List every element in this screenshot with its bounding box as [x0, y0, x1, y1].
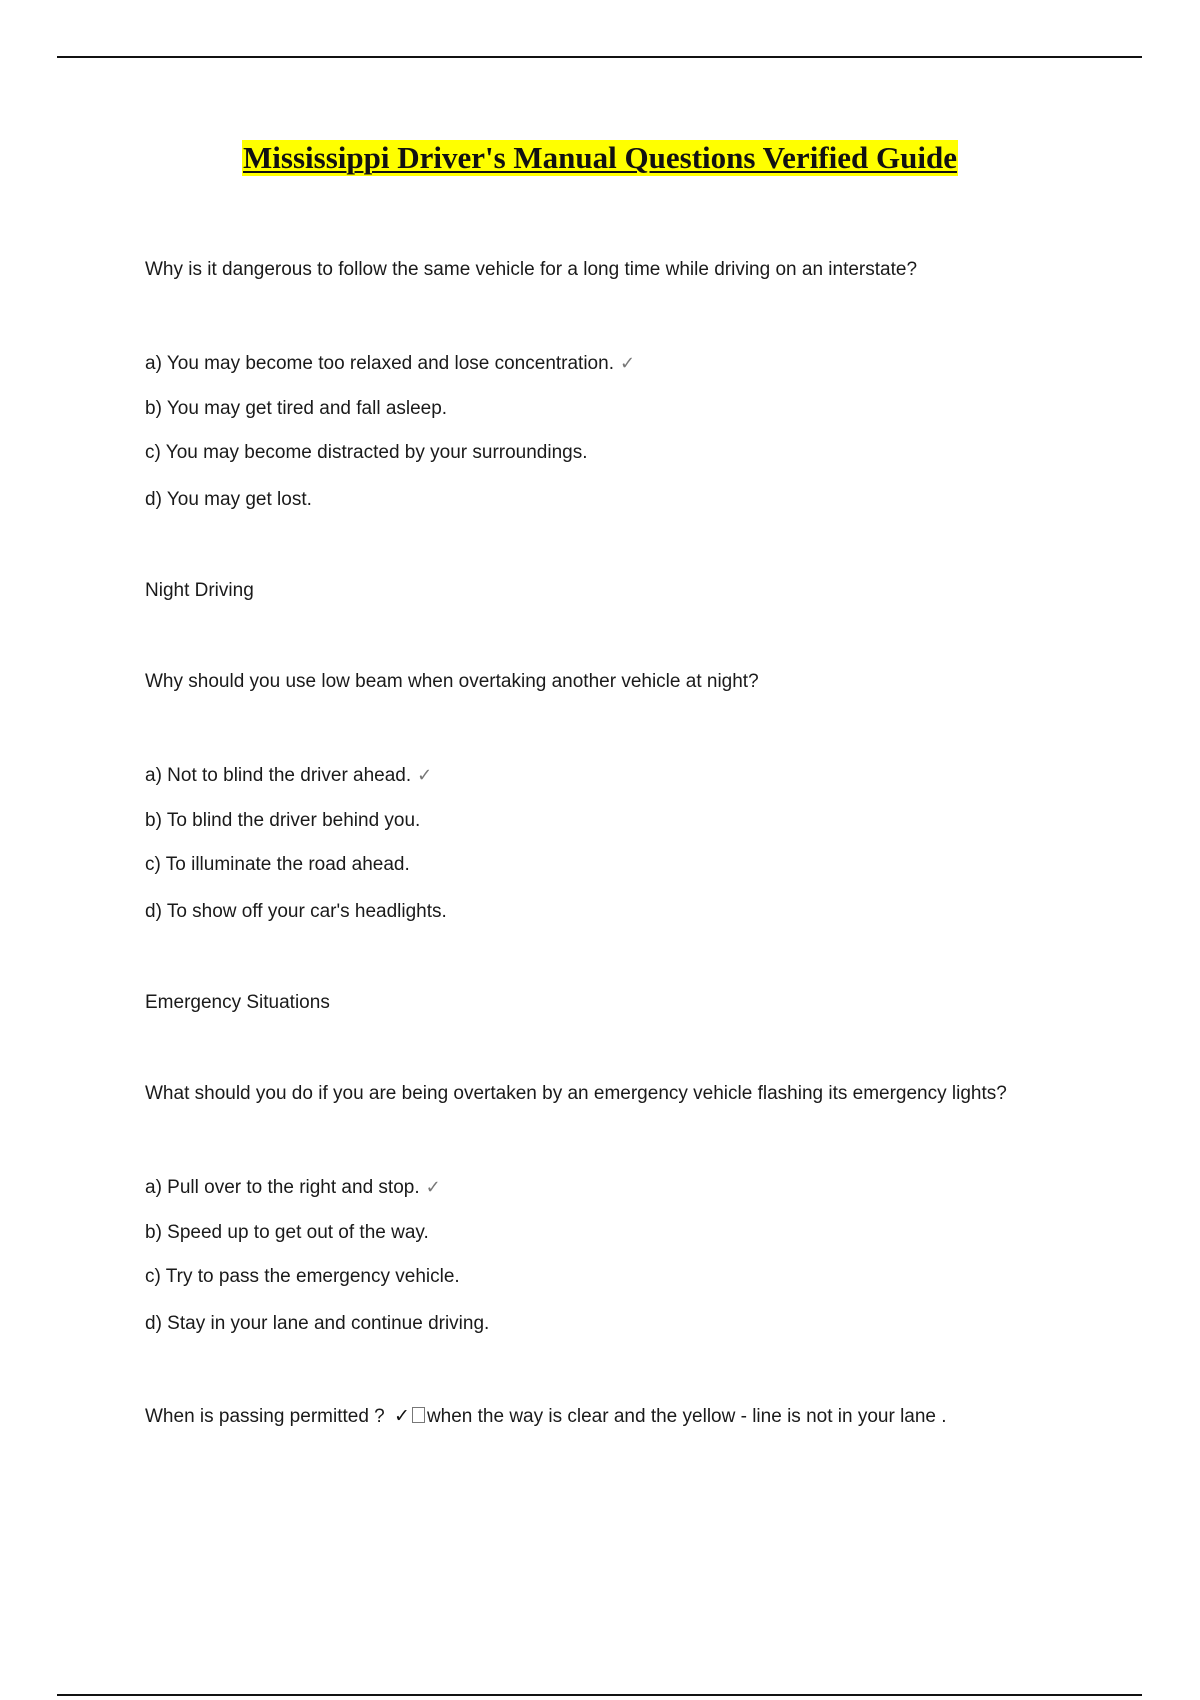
question-1-option-b: b) You may get tired and fall asleep.: [145, 398, 448, 419]
question-3-option-a: [145, 1175, 441, 1200]
question-3-option-b: b) Speed up to get out of the way.: [145, 1222, 429, 1243]
question-2-option-d: d) To show off your car's headlights.: [145, 901, 447, 922]
question-1-option-a: [145, 351, 635, 376]
question-4-answer: when the way is clear and the yellow - line is not in your lane .: [426, 1406, 947, 1427]
question-2: Why should you use low beam when overtaking another vehicle at night?: [145, 671, 759, 692]
check-icon: ✓: [619, 353, 636, 373]
question-3-option-d: d) Stay in your lane and continue driving.: [145, 1313, 490, 1334]
check-icon: ✓: [425, 1177, 441, 1197]
question-2-option-c: c) To illuminate the road ahead.: [145, 854, 410, 875]
option-text: a) Pull over to the right and stop.: [145, 1177, 420, 1198]
question-4: [145, 1405, 947, 1429]
top-rule: [57, 56, 1142, 58]
option-text: a) Not to blind the driver ahead.: [145, 765, 412, 786]
title-container: [0, 140, 1200, 176]
question-4-text: When is passing permitted ?: [145, 1406, 385, 1427]
question-1-option-d: d) You may get lost.: [145, 489, 312, 510]
question-2-option-b: b) To blind the driver behind you.: [145, 810, 421, 831]
question-2-option-a: [145, 763, 432, 788]
question-1-option-c: c) You may become distracted by your surroundings.: [145, 442, 588, 463]
document-title: Mississippi Driver's Manual Questions Verified Guide: [243, 140, 957, 175]
option-text: a) You may become too relaxed and lose concentration.: [145, 353, 614, 374]
placeholder-box-icon: [412, 1407, 425, 1423]
bottom-rule: [57, 1694, 1142, 1696]
question-3-option-c: c) Try to pass the emergency vehicle.: [145, 1266, 460, 1287]
question-3: What should you do if you are being overtaken by an emergency vehicle flashing its emergency lights?: [145, 1083, 1007, 1104]
check-solid-icon: ✓: [394, 1406, 410, 1427]
section-heading-night-driving: Night Driving: [145, 580, 254, 601]
question-1: Why is it dangerous to follow the same vehicle for a long time while driving on an interstate?: [145, 259, 918, 280]
section-heading-emergency-situations: Emergency Situations: [145, 992, 330, 1013]
check-icon: ✓: [417, 765, 433, 785]
